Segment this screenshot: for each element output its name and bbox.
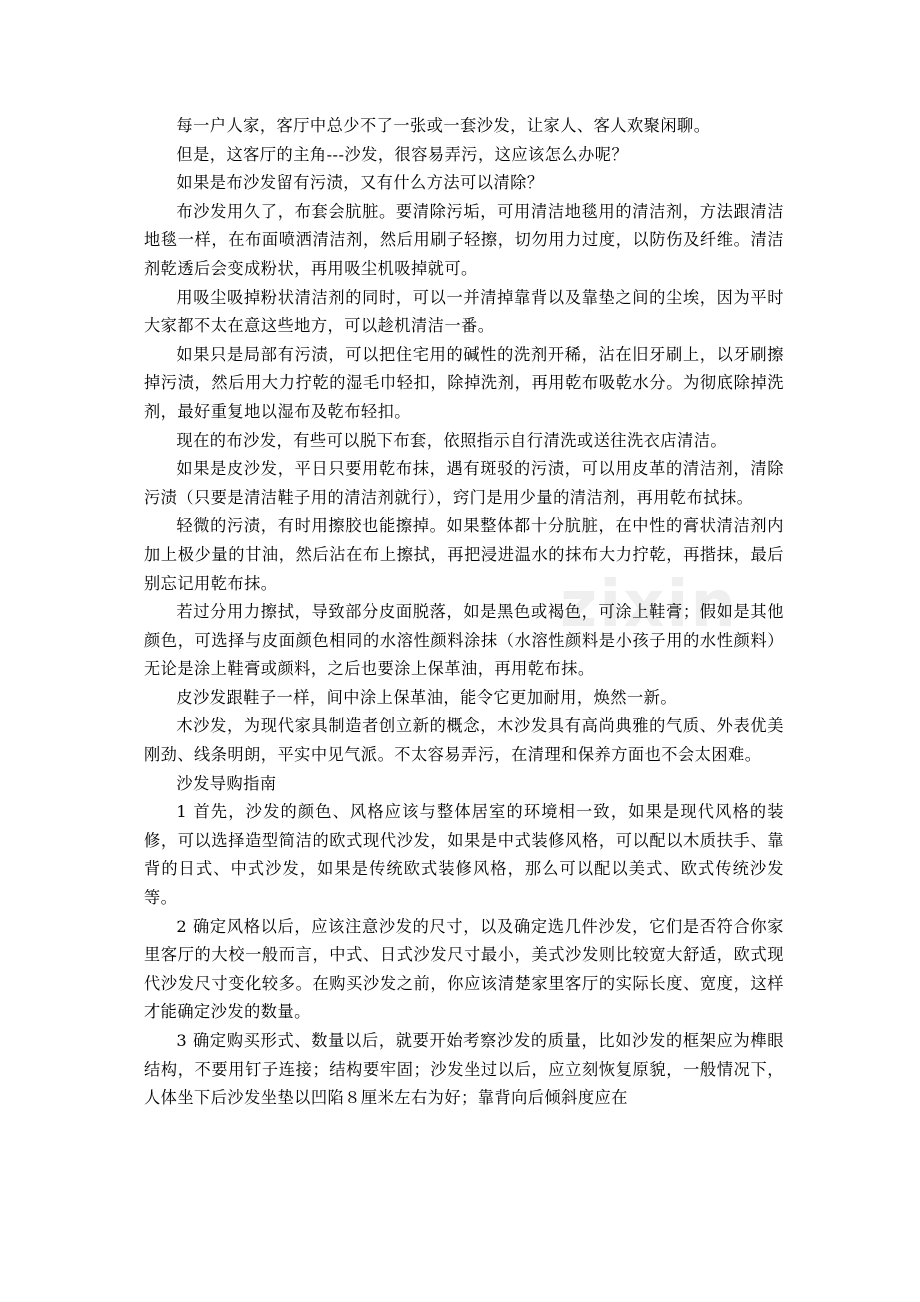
paragraph-fabric-question: 如果是布沙发留有污渍，又有什么方法可以清除？ [176,173,544,193]
paragraph-guide-size: 2 确定风格以后，应该注意沙发的尺寸，以及确定选几件沙发，它们是否符合你家里客厅的大校一般而言，中式、日式沙发尺寸最小，美式沙发则比较宽大舒适，欧式现代沙发尺寸变化较多。在购买沙发之前，你应该清楚家里客厅的实际长度、宽度，这样才能确定沙发的数量。 [144,916,784,1022]
document-body [144,112,784,1113]
paragraph-leather-care: 皮沙发跟鞋子一样，间中涂上保革油，能令它更加耐用，焕然一新。 [176,687,678,707]
paragraph-leather-sofa: 如果是皮沙发，平日只要用乾布抹，遇有斑驳的污渍，可以用皮革的清洁剂，清除污渍（只要是清洁鞋子用的清洁剂就行），窍门是用少量的清洁剂，再用乾布拭抹。 [144,459,784,507]
paragraph-guide-quality: 3 确定购买形式、数量以后，就要开始考察沙发的质量，比如沙发的框架应为榫眼结构，不要用钉子连接；结构要牢固；沙发坐过以后，应立刻恢复原貌，一般情况下，人体坐下后沙发坐垫以凹陷８厘米左右为好；靠背向后倾斜度应在 [144,1031,784,1108]
paragraph-fabric-cleaning: 布沙发用久了，布套会肮脏。要清除污垢，可用清洁地毯用的清洁剂，方法跟清洁地毯一样，在布面喷洒清洁剂，然后用刷子轻擦，切勿用力过度，以防伤及纤维。清洁剂乾透后会变成粉状，再用吸尘机吸掉就可。 [144,201,784,278]
paragraph-question: 但是，这客厅的主角---沙发，很容易弄污，这应该怎么办呢？ [176,144,629,164]
paragraph-wood-sofa: 木沙发，为现代家具制造者创立新的概念，木沙发具有高尚典雅的气质、外表优美刚劲、线条明朗，平实中见气派。不太容易弄污，在清理和保养方面也不会太困难。 [144,716,784,765]
paragraph-guide-style: 1 首先，沙发的颜色、风格应该与整体居室的环境相一致，如果是现代风格的装修，可以选择造型简洁的欧式现代沙发，如果是中式装修风格，可以配以木质扶手、靠背的日式、中式沙发，如果是传统欧式装修风格，那么可以配以美式、欧式传统沙发等。 [144,802,784,908]
paragraph-vacuum-dust: 用吸尘吸掉粉状清洁剂的同时，可以一并清掉靠背以及靠垫之间的尘埃，因为平时大家都不太在意这些地方，可以趁机清洁一番。 [144,287,784,336]
paragraph-light-stain: 轻微的污渍，有时用擦胶也能擦掉。如果整体都十分肮脏，在中性的膏状清洁剂内加上极少量的甘油，然后沾在布上擦拭，再把浸进温水的抹布大力拧乾，再揩抹，最后别忘记用乾布抹。 [144,516,784,593]
section-heading-buying-guide: 沙发导购指南 [176,773,277,793]
watermark-logo: zixin [560,568,738,642]
paragraph-removable-cover: 现在的布沙发，有些可以脱下布套，依照指示自行清洗或送往洗衣店清洁。 [176,430,728,450]
paragraph-intro: 每一户人家，客厅中总少不了一张或一套沙发，让家人、客人欢聚闲聊。 [176,116,711,135]
paragraph-local-stain: 如果只是局部有污渍，可以把住宅用的碱性的洗剂开稀，沾在旧牙刷上，以牙刷擦掉污渍，然后用大力拧乾的湿毛巾轻扣，除掉洗剂，再用乾布吸乾水分。为彻底除掉洗剂，最好重复地以湿布及乾布轻扣。 [144,344,784,421]
paragraph-leather-repair: 若过分用力擦拭，导致部分皮面脱落，如是黑色或褐色，可涂上鞋膏；假如是其他颜色，可选择与皮面颜色相同的水溶性颜料涂抹（水溶性颜料是小孩子用的水性颜料）无论是涂上鞋膏或颜料，之后也要涂上保革油，再用乾布抹。 [144,602,784,679]
